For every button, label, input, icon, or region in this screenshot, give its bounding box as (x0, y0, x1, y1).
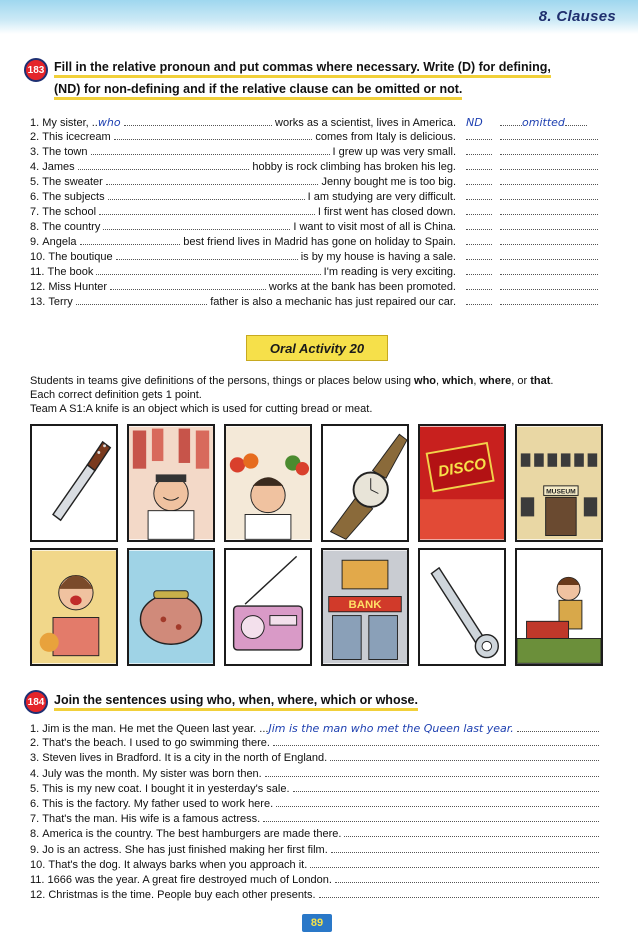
omit-answer-field[interactable] (500, 251, 604, 260)
oral-instructions-line2: Each correct definition gets 1 point. (30, 389, 202, 401)
joined-answer: Jim is the man who met the Queen last year. (268, 722, 514, 735)
answer-blank[interactable] (293, 783, 599, 792)
item-end: I grew up was very small. (332, 146, 456, 158)
item-start: The subjects (42, 191, 105, 203)
answer-blank[interactable] (276, 798, 599, 807)
type-answer-field[interactable] (466, 116, 500, 129)
butcher-picture (127, 424, 215, 542)
bank-sign: BANK (348, 598, 382, 611)
answer-blank[interactable] (335, 874, 599, 883)
pronoun-blank[interactable] (76, 296, 207, 305)
item-number: 10. (30, 251, 46, 263)
exercise-184-item (30, 874, 602, 889)
disco-picture (418, 424, 506, 542)
item-number: 4. (30, 767, 40, 780)
item-sentences: America is the country. The best hamburgers are made there. (42, 828, 342, 841)
item-start: The town (42, 146, 88, 158)
omit-answer-field[interactable] (500, 146, 604, 155)
item-number: 8. (30, 221, 40, 233)
pronoun-blank[interactable] (124, 117, 272, 126)
omit-answer-field[interactable] (500, 176, 604, 185)
item-end: I first went has closed down. (317, 206, 456, 218)
exercise-184-list (30, 722, 602, 908)
item-number: 9. (30, 236, 40, 248)
pronoun-blank[interactable] (78, 161, 250, 170)
item-start: James (42, 161, 75, 173)
type-answer-field[interactable] (466, 161, 500, 170)
item-start: The school (42, 206, 97, 218)
item-end: works at the bank has been promoted. (268, 281, 456, 293)
answer-blank[interactable] (273, 737, 599, 746)
item-number: 9. (30, 843, 40, 856)
item-number: 12. (30, 281, 46, 293)
exercise-183-item (30, 161, 456, 176)
pronoun-blank[interactable] (91, 146, 330, 155)
exercise-183-number: 183 (24, 58, 48, 82)
pronoun-blank[interactable] (116, 251, 298, 260)
exercise-183-item (30, 206, 456, 221)
exercise-183-item (30, 236, 456, 251)
exercise-184-item (30, 828, 602, 843)
pronoun-answer: who (97, 116, 121, 129)
item-number: 1. (30, 723, 40, 735)
item-start: Terry (48, 296, 73, 308)
item-sentences: 1666 was the year. A great fire destroyed much of London. (47, 874, 332, 886)
item-number: 10. (30, 858, 46, 871)
item-end: best friend lives in Madrid has gone on holiday to Spain. (183, 236, 456, 248)
page-number: 89 (302, 914, 332, 932)
chapter-title: 8. Clauses (538, 8, 616, 25)
type-answer-field[interactable] (466, 251, 500, 260)
item-number: 13. (30, 296, 46, 308)
secretary-picture (515, 548, 603, 666)
item-end: Jenny bought me is too big. (321, 176, 456, 188)
type-answer-field[interactable] (466, 266, 500, 275)
omit-answer-field[interactable] (500, 221, 604, 230)
omit-answer-field[interactable] (500, 116, 604, 129)
type-answer-field[interactable] (466, 296, 500, 305)
item-number: 7. (30, 206, 40, 218)
answer-blank[interactable] (331, 844, 599, 853)
pronoun-blank[interactable] (108, 191, 305, 200)
exercise-184-item (30, 737, 602, 752)
item-start: This icecream (42, 131, 111, 143)
type-answer-field[interactable] (466, 146, 500, 155)
item-start: The book (47, 266, 94, 278)
watch-picture (321, 424, 409, 542)
item-sentences: Jim is the man. He met the Queen last year. ... (42, 723, 269, 735)
pronoun-blank[interactable] (103, 221, 290, 230)
museum-sign: MUSEUM (546, 488, 576, 496)
pronoun-blank[interactable] (106, 176, 319, 185)
type-answer-field[interactable] (466, 206, 500, 215)
omit-answer: omitted (522, 116, 565, 129)
exercise-184-item (30, 798, 602, 813)
omit-answer-field[interactable] (500, 296, 604, 305)
exercise-184-item (30, 722, 602, 737)
answer-blank[interactable] (330, 752, 599, 761)
exercise-183-item (30, 116, 456, 131)
pronoun-blank[interactable] (110, 281, 266, 290)
exercise-184-item (30, 813, 602, 828)
answer-blank[interactable] (344, 828, 599, 837)
item-number: 11. (30, 266, 45, 278)
dentist-picture (30, 548, 118, 666)
exercise-183-title-line2: (ND) for non-defining and if the relative clause can be omitted or not. (54, 78, 462, 100)
item-end: I want to visit most of all is China. (293, 221, 456, 233)
disco-sign: DISCO (436, 455, 488, 481)
pronoun-blank[interactable] (96, 266, 320, 275)
oral-example: Team A S1:A knife is an object which is used for cutting bread or meat. (30, 403, 373, 415)
item-number: 3. (30, 752, 40, 765)
item-sentences: That's the dog. It always barks when you approach it. (48, 858, 308, 871)
oral-instructions-line1: Students in teams give definitions of the persons, things or places below using who, which, where, or that. (30, 375, 554, 387)
item-end: works as a scientist, lives in America. (275, 117, 456, 129)
item-start: The boutique (48, 251, 113, 263)
item-sentences: That's the man. His wife is a famous actress. (42, 813, 261, 826)
type-answer-field[interactable] (466, 176, 500, 185)
type-answer: ND (466, 116, 483, 129)
answer-blank[interactable] (517, 723, 599, 732)
item-number: 3. (30, 146, 40, 158)
purse-picture (127, 548, 215, 666)
exercise-184-number: 184 (24, 690, 48, 714)
pronoun-blank[interactable] (99, 206, 315, 215)
item-sentences: That's the beach. I used to go swimming there. (42, 737, 270, 750)
item-sentences: July was the month. My sister was born then. (42, 767, 262, 780)
type-answer-field[interactable] (466, 191, 500, 200)
radio-picture (224, 548, 312, 666)
item-start: Angela (42, 236, 77, 248)
item-start: The country (42, 221, 101, 233)
item-start: The sweater (42, 176, 103, 188)
item-sentences: This is the factory. My father used to work here. (42, 798, 274, 810)
museum-picture (515, 424, 603, 542)
item-sentences: Christmas is the time. People buy each other presents. (48, 889, 316, 902)
exercise-183-item (30, 221, 456, 236)
knife-picture (30, 424, 118, 542)
item-number: 6. (30, 191, 40, 203)
bank-picture (321, 548, 409, 666)
item-number: 4. (30, 161, 40, 173)
exercise-183-item (30, 266, 456, 281)
item-number: 11. (30, 874, 45, 886)
item-number: 6. (30, 798, 40, 810)
answer-blank[interactable] (263, 813, 599, 822)
exercise-184-item (30, 889, 602, 904)
exercise-183-item (30, 296, 456, 311)
omit-answer-field[interactable] (500, 266, 604, 275)
item-number: 2. (30, 131, 40, 143)
item-end: hobby is rock climbing has broken his leg. (252, 161, 456, 173)
answer-blank[interactable] (319, 889, 599, 898)
item-end: is by my house is having a sale. (300, 251, 456, 263)
omit-answer-field[interactable] (500, 206, 604, 215)
omit-answer-field[interactable] (500, 131, 604, 140)
exercise-184-item (30, 844, 602, 859)
exercise-184-item (30, 859, 602, 874)
exercise-183-item (30, 191, 456, 206)
item-end: I am studying are very difficult. (307, 191, 456, 203)
exercise-184-item (30, 752, 602, 767)
exercise-184-item (30, 768, 602, 783)
exercise-183-item (30, 146, 456, 161)
item-number: 8. (30, 828, 40, 841)
omit-answer-field[interactable] (500, 191, 604, 200)
item-number: 12. (30, 889, 46, 902)
answer-blank[interactable] (265, 768, 599, 777)
type-answer-field[interactable] (466, 281, 500, 290)
exercise-183-list (30, 116, 606, 316)
exercise-183-item (30, 131, 456, 146)
spanner-picture (418, 548, 506, 666)
exercise-183-item (30, 281, 456, 296)
omit-answer-field[interactable] (500, 236, 604, 245)
item-number: 2. (30, 737, 40, 750)
item-sentences: Steven lives in Bradford. It is a city in the north of England. (42, 752, 328, 765)
pronoun-blank[interactable] (114, 131, 313, 140)
item-number: 5. (30, 782, 40, 795)
item-end: I'm reading is very exciting. (323, 266, 456, 278)
item-number: 7. (30, 813, 40, 826)
exercise-183-title-line1: Fill in the relative pronoun and put commas where necessary. Write (D) for defining, (54, 56, 551, 78)
item-sentences: Jo is an actress. She has just finished making her first film. (42, 843, 328, 856)
omit-answer-field[interactable] (500, 161, 604, 170)
item-start: My sister, .. (42, 117, 98, 129)
type-answer-field[interactable] (466, 236, 500, 245)
item-end: comes from Italy is delicious. (315, 131, 456, 143)
item-number: 5. (30, 176, 40, 188)
exercise-184-title: Join the sentences using who, when, where, which or whose. (54, 689, 418, 711)
greengrocer-picture (224, 424, 312, 542)
type-answer-field[interactable] (466, 131, 500, 140)
exercise-184-item (30, 783, 602, 798)
type-answer-field[interactable] (466, 221, 500, 230)
item-end: father is also a mechanic has just repaired our car. (210, 296, 456, 308)
item-start: Miss Hunter (48, 281, 108, 293)
exercise-183-item (30, 251, 456, 266)
oral-activity-badge: Oral Activity 20 (246, 335, 388, 361)
item-number: 1. (30, 117, 40, 129)
exercise-183-item (30, 176, 456, 191)
answer-blank[interactable] (310, 859, 599, 868)
pronoun-blank[interactable] (80, 236, 181, 245)
omit-answer-field[interactable] (500, 281, 604, 290)
item-sentences: This is my new coat. I bought it in yesterday's sale. (42, 782, 290, 795)
